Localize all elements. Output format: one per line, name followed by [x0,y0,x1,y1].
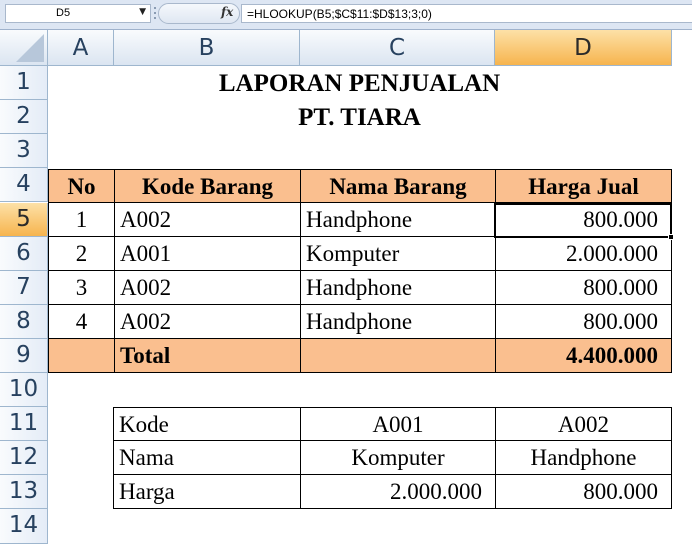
table-cell-kode[interactable]: A001 [114,237,300,271]
lookup-cell[interactable]: A001 [300,407,495,441]
header-harga-jual[interactable]: Harga Jual [495,169,672,203]
header-nama-barang[interactable]: Nama Barang [300,169,495,203]
name-box[interactable] [5,4,151,23]
row-header-10[interactable]: 10 [0,373,48,407]
total-row-empty-cell[interactable] [300,339,495,373]
formula-bar [0,0,692,30]
chevron-down-icon[interactable]: ▼ [139,7,146,17]
table-cell-harga[interactable]: 800.000 [495,305,672,339]
row-header-5[interactable]: 5 [0,203,48,237]
fill-handle[interactable] [668,234,674,240]
table-cell-nama[interactable]: Handphone [300,203,495,237]
formula-text: =HLOOKUP(B5;$C$11:$D$13;3;0) [247,7,432,21]
table-cell-harga[interactable]: 800.000 [495,203,672,237]
column-header-d[interactable]: D [495,30,672,66]
header-no[interactable]: No [48,169,114,203]
total-row-empty-cell[interactable] [48,339,114,373]
lookup-cell[interactable]: 800.000 [495,475,672,509]
row-header-1[interactable]: 1 [0,66,48,100]
total-value[interactable]: 4.400.000 [495,339,672,373]
row-header-13[interactable]: 13 [0,475,48,509]
total-label[interactable]: Total [114,339,300,373]
lookup-label-kode[interactable]: Kode [113,407,300,441]
table-cell-kode[interactable]: A002 [114,271,300,305]
row-header-6[interactable]: 6 [0,237,48,271]
table-cell-harga[interactable]: 800.000 [495,271,672,305]
column-header-a[interactable]: A [48,30,114,66]
row-header-9[interactable]: 9 [0,339,48,373]
lookup-label-nama[interactable]: Nama [113,441,300,475]
table-cell-no[interactable]: 2 [48,237,114,271]
row-header-3[interactable]: 3 [0,134,48,168]
table-cell-no[interactable]: 1 [48,203,114,237]
header-kode-barang[interactable]: Kode Barang [114,169,300,203]
row-header-2[interactable]: 2 [0,100,48,134]
table-cell-nama[interactable]: Komputer [300,237,495,271]
column-header-b[interactable]: B [114,30,300,66]
table-cell-nama[interactable]: Handphone [300,305,495,339]
lookup-cell[interactable]: A002 [495,407,672,441]
formula-input[interactable] [241,4,692,23]
insert-function-icon[interactable]: fx [221,5,234,19]
row-header-14[interactable]: 14 [0,509,48,544]
row-header-7[interactable]: 7 [0,271,48,305]
lookup-cell[interactable]: Handphone [495,441,672,475]
row-header-12[interactable]: 12 [0,441,48,475]
lookup-label-harga[interactable]: Harga [113,475,300,509]
name-box-value: D5 [56,7,71,19]
report-title[interactable]: LAPORAN PENJUALAN [218,70,501,97]
lookup-cell[interactable]: Komputer [300,441,495,475]
table-cell-nama[interactable]: Handphone [300,271,495,305]
column-header-c[interactable]: C [300,30,495,66]
row-header-11[interactable]: 11 [0,407,48,441]
select-all-triangle-icon [16,34,44,62]
row-header-8[interactable]: 8 [0,305,48,339]
table-cell-no[interactable]: 3 [48,271,114,305]
table-cell-kode[interactable]: A002 [114,203,300,237]
select-all-button[interactable] [0,30,48,66]
row-header-4[interactable]: 4 [0,168,48,202]
table-cell-harga[interactable]: 2.000.000 [495,237,672,271]
table-cell-kode[interactable]: A002 [114,305,300,339]
company-title[interactable]: PT. TIARA [298,104,421,131]
table-cell-no[interactable]: 4 [48,305,114,339]
formula-bar-buttons [158,3,240,24]
lookup-cell[interactable]: 2.000.000 [300,475,495,509]
